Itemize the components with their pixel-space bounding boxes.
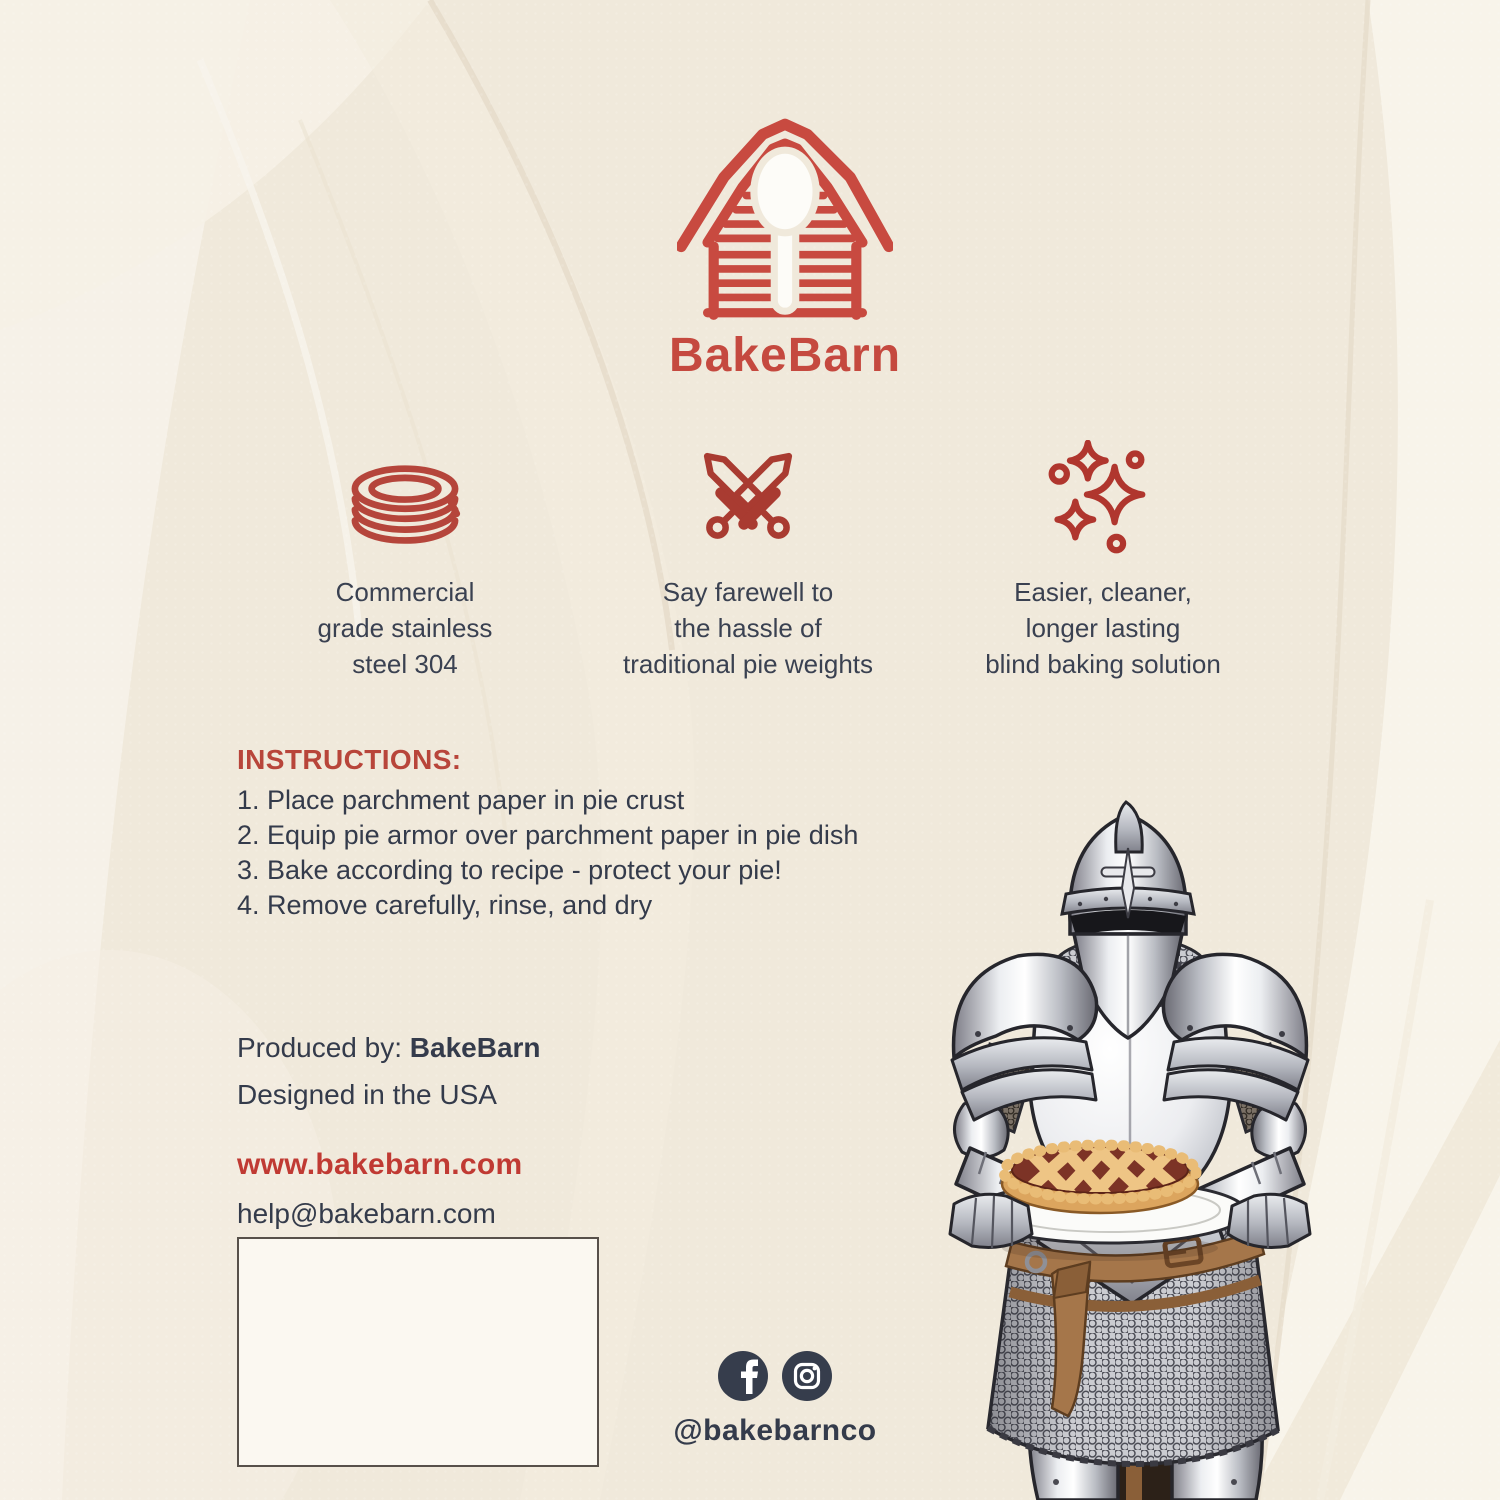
instagram-icon <box>781 1350 833 1402</box>
feature-caption-line: blind baking solution <box>985 649 1221 679</box>
produced-by-line <box>237 1032 541 1064</box>
produced-by-brand: BakeBarn <box>409 1032 541 1063</box>
support-email: help@bakebarn.com <box>237 1198 496 1229</box>
feature-caption-line: Easier, cleaner, <box>1014 577 1192 607</box>
feature-caption-line: longer lasting <box>1025 613 1181 643</box>
produced-by-label: Produced by: <box>237 1032 402 1063</box>
facebook-icon <box>717 1350 769 1402</box>
social-handle: @bakebarnco <box>673 1414 877 1447</box>
feature-caption-line: steel 304 <box>352 649 458 679</box>
barcode-placeholder-box <box>237 1237 599 1467</box>
instruction-step: 4. Remove carefully, rinse, and dry <box>237 890 653 920</box>
barn-spoon-logo-icon <box>677 112 893 324</box>
feature-caption-line: the hassle of <box>674 613 822 643</box>
feature-caption-line: grade stainless <box>317 613 493 643</box>
crossed-swords-icon <box>687 436 809 558</box>
website-link: www.bakebarn.com <box>237 1148 523 1181</box>
feature-caption-line: Say farewell to <box>662 577 834 607</box>
brand-wordmark: BakeBarn <box>668 329 902 382</box>
sparkles-icon <box>1045 440 1161 558</box>
instruction-step: 3. Bake according to recipe - protect your pie! <box>237 855 782 885</box>
designed-in-line: Designed in the USA <box>237 1079 497 1110</box>
instruction-step: 2. Equip pie armor over parchment paper in pie dish <box>237 820 859 850</box>
feature-farewell <box>568 436 928 682</box>
stainless-coil-icon <box>335 462 475 558</box>
feature-caption-line: traditional pie weights <box>622 649 874 679</box>
social-block <box>625 1350 925 1448</box>
instructions-heading: INSTRUCTIONS: <box>237 744 462 775</box>
feature-stainless <box>225 436 585 682</box>
feature-easier <box>923 436 1283 682</box>
feature-caption-line: Commercial <box>335 577 475 607</box>
knight-holding-pie-illustration <box>920 800 1500 1500</box>
brand-logo-block <box>555 112 1015 383</box>
instruction-step: 1. Place parchment paper in pie crust <box>237 785 685 815</box>
instructions-block <box>237 744 858 923</box>
